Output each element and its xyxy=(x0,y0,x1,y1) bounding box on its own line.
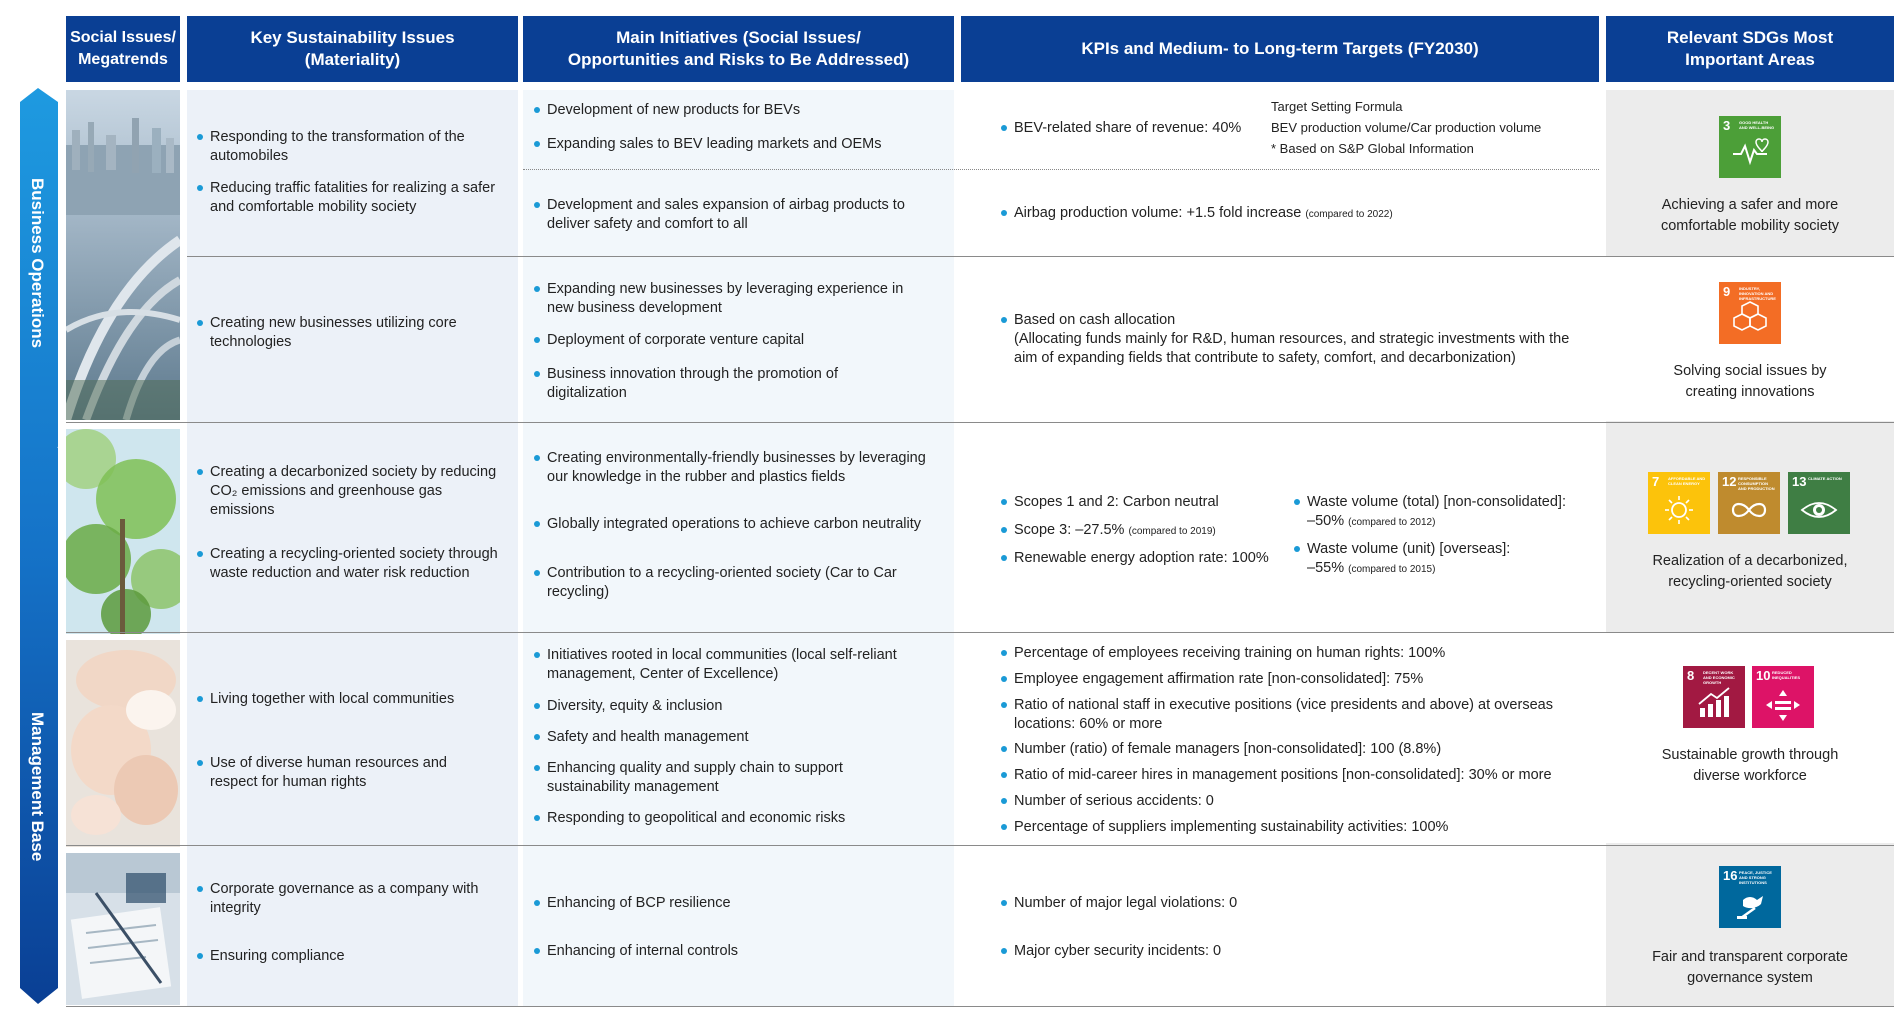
initiative-item: Safety and health management xyxy=(534,728,947,747)
tree-leaves-photo xyxy=(66,429,180,634)
sdg-13-icon: 13 CLIMATE ACTION xyxy=(1788,472,1850,534)
kpi-item: Number of major legal violations: 0 xyxy=(1001,894,1414,913)
kpi-airbag-note: (compared to 2022) xyxy=(1305,209,1393,220)
initiative-item: Enhancing of internal controls xyxy=(534,942,927,961)
kpi-item: Scopes 1 and 2: Carbon neutral xyxy=(1001,493,1274,512)
kpi-cash-title: Based on cash allocation xyxy=(1014,312,1176,328)
sdg-7-icon: 7 AFFORDABLE AND CLEAN ENERGY xyxy=(1648,472,1710,534)
kpi-waste-unit-val: –55% xyxy=(1307,560,1345,576)
initiative-item: Expanding sales to BEV leading markets and OEMs xyxy=(534,135,947,154)
header-social-issues: Social Issues/ Megatrends xyxy=(66,16,180,82)
label-management-base: Management Base xyxy=(28,712,47,862)
row-divider xyxy=(66,845,1894,846)
row-divider xyxy=(66,1006,1894,1007)
kpi-waste-unit-note: (compared to 2015) xyxy=(1348,564,1436,575)
initiative-item: Enhancing of BCP resilience xyxy=(534,894,927,913)
sdg-description: Realization of a decarbonized, recycling-oriented society xyxy=(1652,553,1848,590)
row-divider xyxy=(66,422,1894,423)
initiative-item: Contribution to a recycling-oriented society (Car to Car recycling) xyxy=(534,564,927,602)
issue-item: Creating a recycling-oriented society through waste reduction and water risk reduction xyxy=(197,545,510,583)
sdg-description: Fair and transparent corporate governance system xyxy=(1652,949,1848,986)
kpi-waste-unit-text: Waste volume (unit) [overseas]: xyxy=(1307,541,1511,557)
header-key-issues: Key Sustainability Issues (Materiality) xyxy=(187,16,518,82)
sdg-description: Solving social issues by creating innovations xyxy=(1673,363,1827,400)
issue-item: Use of diverse human resources and respect for human rights xyxy=(197,754,470,792)
kpi-item xyxy=(1001,311,1574,368)
target-formula-source: * Based on S&P Global Information xyxy=(1271,141,1474,156)
sdg-description: Achieving a safer and more comfortable mobility society xyxy=(1660,197,1840,234)
kpi-item: Ratio of mid-career hires in management positions [non-consolidated]: 30% or more xyxy=(1001,766,1604,785)
kpi-cash-detail: (Allocating funds mainly for R&D, human resources, and strategic investments with the aim of expanding fields that contribute to safety, comfort, and decarbonization) xyxy=(1014,331,1570,366)
sdg-3-icon: 3 GOOD HEALTH AND WELL-BEING xyxy=(1719,116,1781,178)
initiative-item: Expanding new businesses by leveraging experience in new business development xyxy=(534,280,907,318)
issue-item: Reducing traffic fatalities for realizing a safer and comfortable mobility society xyxy=(197,179,510,217)
business-documents-photo xyxy=(66,853,180,1005)
kpi-item: Number of serious accidents: 0 xyxy=(1001,792,1604,811)
kpi-item: Employee engagement affirmation rate [non-consolidated]: 75% xyxy=(1001,670,1604,689)
kpi-item: Major cyber security incidents: 0 xyxy=(1001,942,1414,961)
initiative-item: Globally integrated operations to achieve carbon neutrality xyxy=(534,515,947,534)
header-main-initiatives: Main Initiatives (Social Issues/ Opportunities and Risks to Be Addressed) xyxy=(523,16,954,82)
sdg-12-icon: 12 RESPONSIBLE CONSUMPTION AND PRODUCTION xyxy=(1718,472,1780,534)
initiative-item: Development of new products for BEVs xyxy=(534,101,947,120)
kpi-airbag-text: Airbag production volume: +1.5 fold increase xyxy=(1014,205,1302,221)
initiative-item: Creating environmentally-friendly businesses by leveraging our knowledge in the rubber and plastics fields xyxy=(534,449,927,487)
kpi-item: Number (ratio) of female managers [non-consolidated]: 100 (8.8%) xyxy=(1001,740,1604,759)
initiative-item: Responding to geopolitical and economic risks xyxy=(534,809,947,828)
city-highway-photo xyxy=(66,90,180,420)
kpi-item: Ratio of national staff in executive positions (vice presidents and above) at overseas locations: 60% or more xyxy=(1001,696,1604,734)
kpi-item xyxy=(1294,540,1587,579)
target-formula: BEV production volume/Car production volume xyxy=(1271,120,1542,135)
label-business-operations: Business Operations xyxy=(28,178,47,349)
kpi-waste-total-text: Waste volume (total) [non-consolidated]: xyxy=(1307,494,1566,510)
sdg-10-icon: 10 REDUCED INEQUALITIES xyxy=(1752,666,1814,728)
hands-baby-photo xyxy=(66,640,180,847)
kpi-scope3-text: Scope 3: –27.5% xyxy=(1014,522,1125,538)
kpi-waste-total-note: (compared to 2012) xyxy=(1348,517,1436,528)
initiative-item: Deployment of corporate venture capital xyxy=(534,331,907,350)
initiative-item: Business innovation through the promotion of digitalization xyxy=(534,365,877,403)
issue-item: Creating new businesses utilizing core technologies xyxy=(197,314,500,352)
kpi-item: Renewable energy adoption rate: 100% xyxy=(1001,549,1284,568)
row-divider xyxy=(187,256,1894,257)
initiative-item: Initiatives rooted in local communities (local self-reliant management, Center of Excellence) xyxy=(534,646,947,684)
initiative-item: Development and sales expansion of airbag products to deliver safety and comfort to all xyxy=(534,196,927,234)
header-kpis: KPIs and Medium- to Long-term Targets (FY2030) xyxy=(961,16,1599,82)
header-sdgs: Relevant SDGs Most Important Areas xyxy=(1606,16,1894,82)
sdg-9-icon: 9 INDUSTRY, INNOVATION AND INFRASTRUCTURE xyxy=(1719,282,1781,344)
issue-item: Corporate governance as a company with integrity xyxy=(197,880,500,918)
initiative-item: Enhancing quality and supply chain to support sustainability management xyxy=(534,759,887,797)
row-divider xyxy=(66,632,1894,633)
kpi-item: BEV-related share of revenue: 40% xyxy=(1001,119,1254,138)
kpi-item xyxy=(1001,521,1284,541)
kpi-item: Percentage of suppliers implementing sustainability activities: 100% xyxy=(1001,818,1604,837)
kpi-item: Percentage of employees receiving training on human rights: 100% xyxy=(1001,644,1604,663)
issue-item: Living together with local communities xyxy=(197,690,510,709)
sdg-white-r4 xyxy=(1606,633,1894,843)
sdg-8-icon: 8 DECENT WORK AND ECONOMIC GROWTH xyxy=(1683,666,1745,728)
issue-item: Ensuring compliance xyxy=(197,947,500,966)
dotted-divider xyxy=(523,169,1599,170)
kpi-scope3-note: (compared to 2019) xyxy=(1128,526,1216,537)
sdg-16-icon: 16 PEACE, JUSTICE AND STRONG INSTITUTIONS xyxy=(1719,866,1781,928)
issue-item: Creating a decarbonized society by reducing CO₂ emissions and greenhouse gas emissions xyxy=(197,463,510,520)
initiative-item: Diversity, equity & inclusion xyxy=(534,697,947,716)
kpi-waste-total-val: –50% xyxy=(1307,513,1345,529)
sdg-description: Sustainable growth through diverse workforce xyxy=(1661,747,1839,784)
kpi-item xyxy=(1001,204,1574,224)
target-formula-title: Target Setting Formula xyxy=(1271,99,1403,114)
issue-item: Responding to the transformation of the automobiles xyxy=(197,128,510,166)
kpi-item xyxy=(1294,493,1587,532)
